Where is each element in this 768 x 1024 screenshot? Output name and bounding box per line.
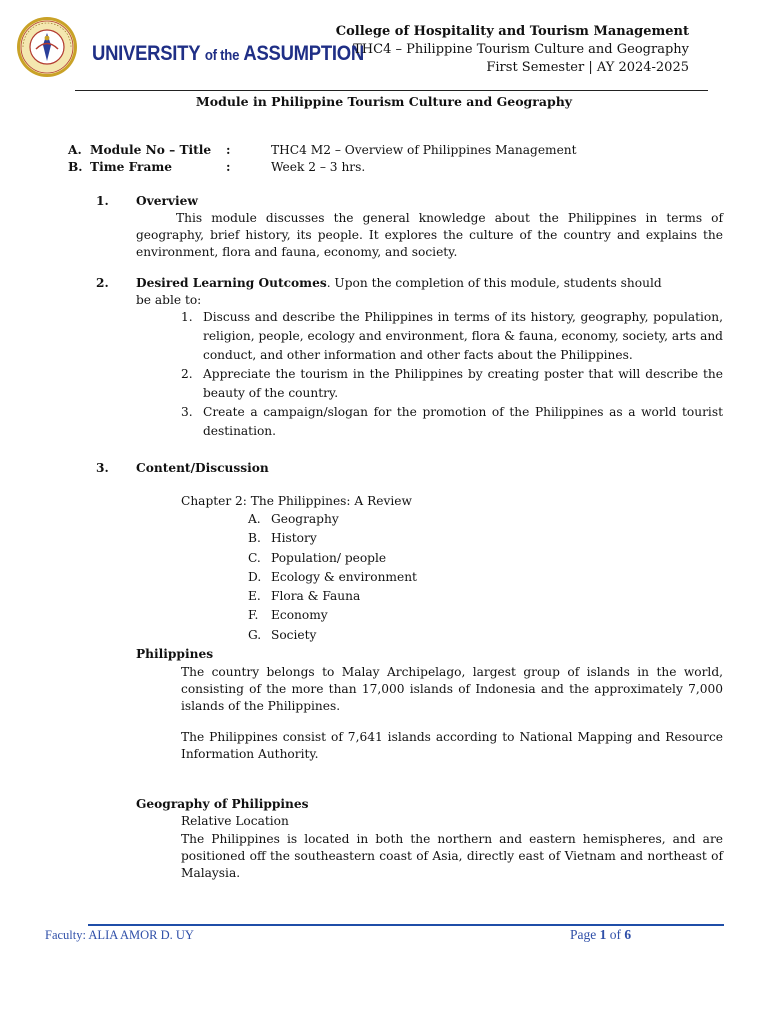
faculty-name: Faculty: ALIA AMOR D. UY (45, 928, 194, 942)
list-item: F. Economy (248, 608, 328, 623)
document-title: Module in Philippine Tourism Culture and Geography (195, 94, 573, 109)
outcomes-intro-line2: be able to: (136, 293, 202, 307)
list-item: 3. Create a campaign/slogan for the promotion of the Philippines as a world tourist destination. (181, 405, 723, 438)
list-item: D. Ecology & environment (248, 569, 417, 584)
section-heading-outcomes: Desired Learning Outcomes (136, 276, 327, 290)
heading-geography: Geography of Philippines (136, 797, 309, 811)
chapter-title: Chapter 2: The Philippines: A Review (181, 494, 412, 508)
list-item: 2. Appreciate the tourism in the Philippines by creating poster that will describe the beauty of the country. (181, 367, 723, 400)
page-indicator: Page 1 of 6 (570, 927, 632, 942)
subheading-relative-location: Relative Location (181, 814, 289, 828)
topic-list (248, 510, 417, 645)
section-number: 2. (96, 276, 109, 290)
course-title: THC4 – Philippine Tourism Culture and Geography (353, 42, 689, 57)
section-number: 3. (96, 461, 109, 475)
list-item: 1. Discuss and describe the Philippines in terms of its history, geography, population, religion, people, ecology and environment, flora & fauna, economy, society, arts and conduct, and other information and other facts about the Philippines. (181, 310, 723, 362)
footer-divider (88, 924, 724, 926)
philippines-paragraph-2: The Philippines consist of 7,641 islands according to National Mapping and Resource Information Authority. (181, 730, 723, 761)
list-item: G. Society (248, 627, 317, 642)
semester-label: First Semester | AY 2024-2025 (486, 60, 689, 75)
section-number: 1. (96, 194, 109, 208)
heading-philippines: Philippines (136, 647, 214, 661)
section-heading-content: Content/Discussion (136, 461, 269, 475)
section-heading-overview: Overview (136, 194, 198, 208)
philippines-paragraph-1: The country belongs to Malay Archipelago, largest group of islands in the world, consisting of the more than 17,000 islands of Indonesia and the approximately 7,000 islands of the Philippines. (181, 665, 723, 713)
overview-text: This module discusses the general knowledge about the Philippines in terms of geography, brief history, its people. It explores the culture of the country and explains the environment, flora and fauna, economy, and society. (136, 211, 723, 259)
list-item: C. Population/ people (248, 550, 387, 565)
list-item: B. History (248, 531, 317, 546)
header-divider (75, 90, 708, 91)
outcomes-list (181, 308, 723, 441)
university-name: UNIVERSITY of the ASSUMPTION (92, 42, 364, 65)
university-seal-icon (16, 16, 78, 78)
list-item: E. Flora & Fauna (248, 589, 361, 604)
college-name: College of Hospitality and Tourism Management (335, 24, 689, 39)
outcomes-intro: Desired Learning Outcomes. Upon the completion of this module, students should (136, 276, 662, 290)
geography-paragraph: The Philippines is located in both the northern and eastern hemispheres, and are positioned off the southeastern coast of Asia, directly east of Vietnam and northeast of Malaysia. (181, 832, 723, 880)
list-item: A. Geography (248, 512, 339, 526)
